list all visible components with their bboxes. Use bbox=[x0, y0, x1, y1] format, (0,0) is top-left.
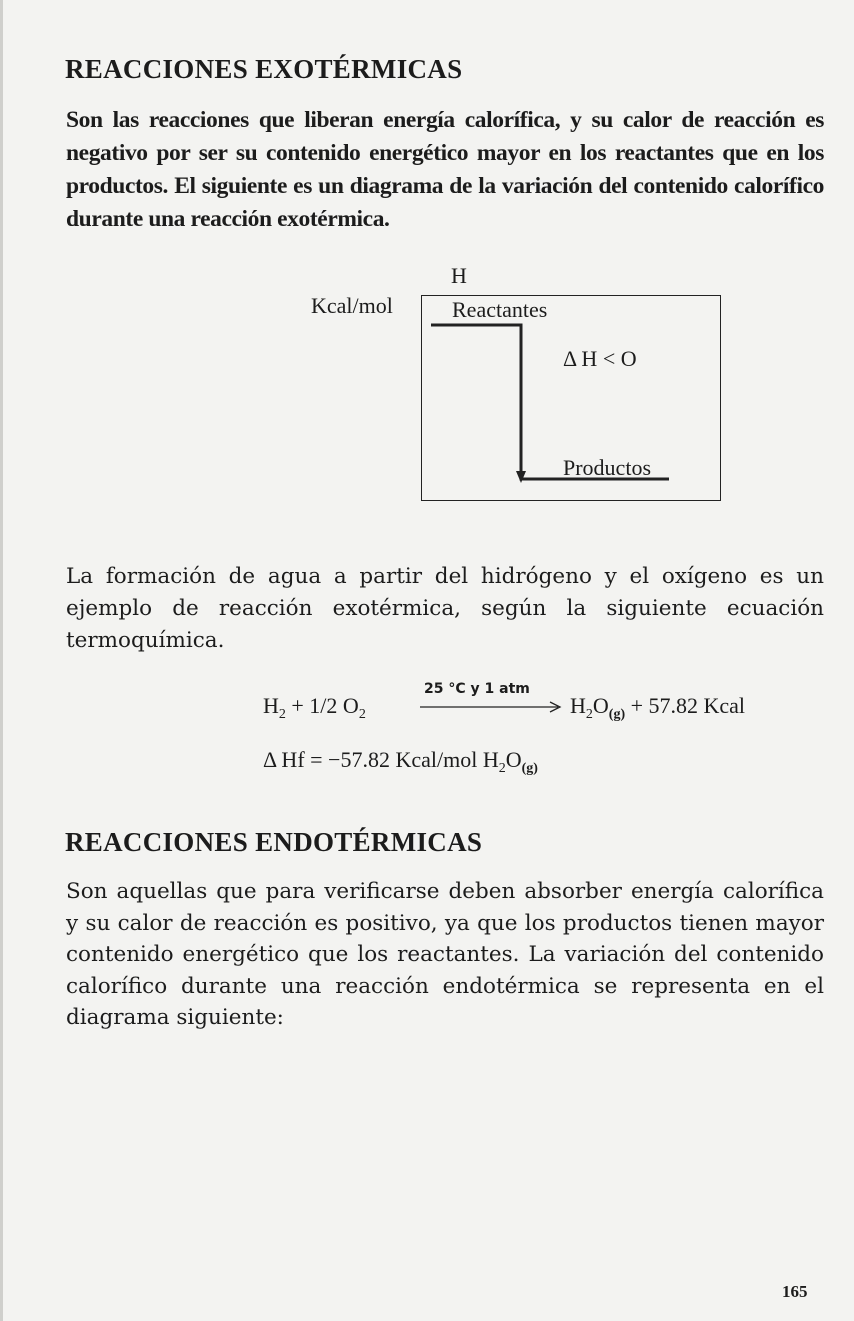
dhf-state: (g) bbox=[521, 761, 538, 776]
dhf-o: O bbox=[505, 747, 522, 772]
page-number: 165 bbox=[782, 1282, 808, 1301]
page-edge bbox=[0, 0, 3, 1321]
water-formation-paragraph: La formación de agua a partir del hidrógeno y el oxígeno es un ejemplo de reacción exotérmica, según la siguiente ecuación termoquímica. bbox=[66, 564, 824, 653]
reaction-arrow-icon bbox=[418, 700, 566, 714]
product-h-subscript: 2 bbox=[585, 707, 593, 722]
endothermic-paragraph: Son aquellas que para verificarse deben absorber energía calorífica y su calor de reacción es positivo, ya que los productos tienen mayor contenido energético que los reactantes. La variación del contenido calorífico durante una reacción endotérmica se representa en el diagrama siguiente: bbox=[66, 879, 824, 1030]
product-h: H bbox=[570, 693, 586, 718]
product-state: (g) bbox=[608, 707, 626, 722]
delta-h-label: Δ H < O bbox=[563, 346, 637, 371]
exothermic-paragraph: Son las reacciones que liberan energía calorífica, y su calor de reacción es negativo por ser su contenido energético mayor en los reactantes que en los productos. El siguiente es un diagrama de la variación del contenido calorífico durante una reacción exotérmica. bbox=[66, 107, 824, 232]
thermochemical-equation-reactants bbox=[263, 693, 366, 723]
enthalpy-axis-label: H bbox=[451, 263, 467, 288]
energy-released: + 57.82 Kcal bbox=[630, 693, 746, 718]
h2-subscript: 2 bbox=[278, 707, 286, 722]
reactants-label: Reactantes bbox=[452, 297, 548, 322]
reaction-condition: 25 °C y 1 atm bbox=[424, 681, 530, 697]
section-title-exothermic: REACCIONES EXOTÉRMICAS bbox=[65, 54, 463, 84]
down-arrow-icon bbox=[516, 471, 526, 483]
thermochemical-equation-products bbox=[570, 693, 745, 723]
product-o: O bbox=[592, 693, 609, 718]
section-title-endothermic: REACCIONES ENDOTÉRMICAS bbox=[65, 827, 483, 857]
units-label: Kcal/mol bbox=[311, 293, 393, 318]
half-o2: + 1/2 O bbox=[291, 693, 359, 718]
enthalpy-formation bbox=[263, 747, 538, 777]
products-label: Productos bbox=[563, 455, 651, 480]
dhf-subscript: 2 bbox=[498, 761, 506, 776]
dhf-text: Δ Hf = −57.82 Kcal/mol H bbox=[263, 747, 499, 772]
h2-symbol: H bbox=[263, 693, 279, 718]
o2-subscript: 2 bbox=[358, 707, 366, 722]
